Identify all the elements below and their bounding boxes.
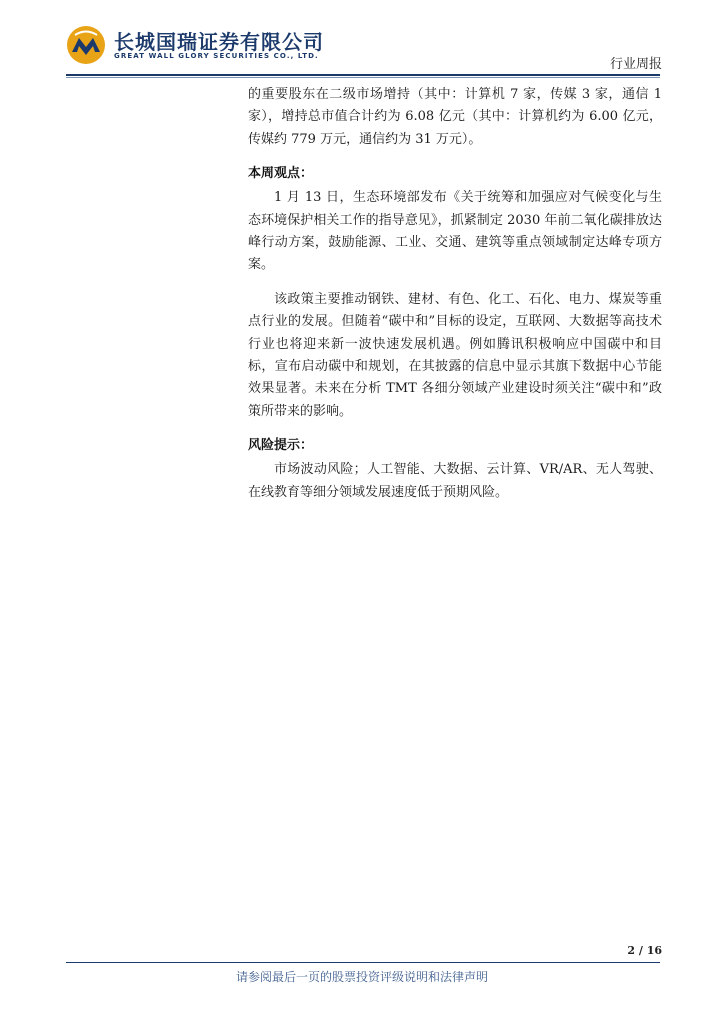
page-number: 2 / 16 xyxy=(627,944,662,957)
section-title-risk: 风险提示： xyxy=(248,438,314,454)
footer-divider xyxy=(66,962,660,963)
company-name-en: GREAT WALL GLORY SECURITIES CO., LTD. xyxy=(114,52,319,60)
header-divider xyxy=(66,74,660,76)
paragraph-spacer xyxy=(248,277,662,289)
intro-paragraph: 的重要股东在二级市场增持（其中：计算机 7 家，传媒 3 家，通信 1 家），增持总市值合计约为 6.08 亿元（其中：计算机约为 6.00 亿元，传媒约 779 万元，通信约为 31 万元）。 xyxy=(248,87,662,147)
report-type-label: 行业周报 xyxy=(609,57,662,72)
page-header xyxy=(0,0,724,80)
report-body xyxy=(248,84,662,504)
company-logo-icon xyxy=(66,25,106,65)
weekly-view-paragraph-1: 1 月 13 日，生态环境部发布《关于统筹和加强应对气候变化与生态环境保护相关工作的指导意见》，抓紧制定 2030 年前二氧化碳排放达峰行动方案，鼓励能源、工业、交通、建筑等重点领域制定达峰专项方案。 xyxy=(248,190,662,273)
section-title-weekly-view: 本周观点： xyxy=(248,166,314,182)
weekly-view-paragraph-2: 该政策主要推动钢铁、建材、有色、化工、石化、电力、煤炭等重点行业的发展。但随着“碳中和”目标的设定，互联网、大数据等高技术行业也将迎来新一波快速发展机遇。例如腾讯积极响应中国碳中和目标，宣布启动碳中和规划，在其披露的信息中显示其旗下数据中心节能效果显著。未来在分析 TMT 各细分领域产业建设时须关注“碳中和”政策所带来的影响。 xyxy=(248,291,662,419)
header-divider-thin xyxy=(66,77,660,78)
company-name-cn: 长城国瑞证券有限公司 xyxy=(114,30,324,54)
risk-paragraph: 市场波动风险；人工智能、大数据、云计算、VR/AR、无人驾驶、在线教育等细分领域发展速度低于预期风险。 xyxy=(248,462,662,500)
footer-disclaimer: 请参阅最后一页的股票投资评级说明和法律声明 xyxy=(235,970,488,984)
